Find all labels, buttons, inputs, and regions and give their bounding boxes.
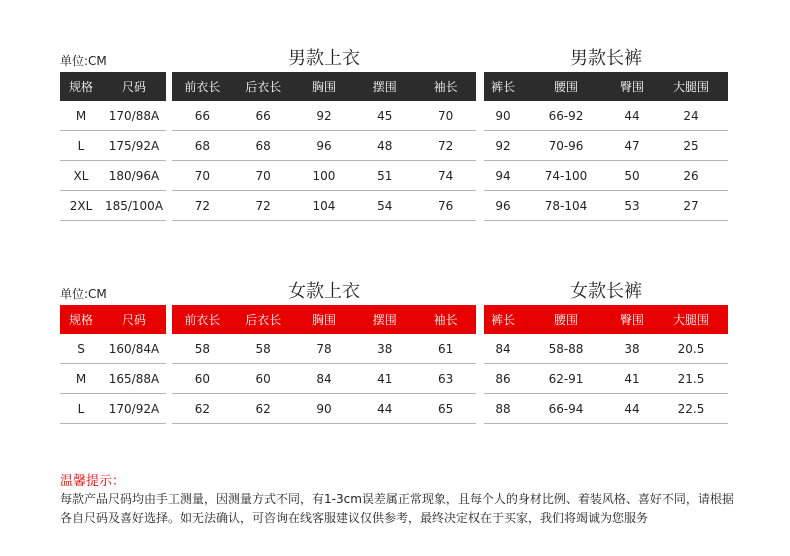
table-cell: XL bbox=[60, 161, 102, 191]
table-cell: 72 bbox=[233, 191, 294, 221]
table-cell: 53 bbox=[610, 191, 654, 221]
table-row bbox=[484, 334, 728, 364]
table-cell: 20.5 bbox=[654, 334, 728, 364]
table-cell: 60 bbox=[172, 364, 233, 394]
table-cell: 72 bbox=[415, 131, 476, 161]
table-cell: 60 bbox=[233, 364, 294, 394]
column-header: 前衣长 bbox=[172, 72, 233, 101]
column-header: 臀围 bbox=[610, 72, 654, 101]
column-header: 摆围 bbox=[354, 72, 415, 101]
table-cell: 165/88A bbox=[102, 364, 166, 394]
men-tops-table bbox=[172, 72, 476, 221]
table-cell: 78-104 bbox=[522, 191, 610, 221]
table-cell: 62-91 bbox=[522, 364, 610, 394]
column-header: 尺码 bbox=[102, 72, 166, 101]
table-cell: 170/92A bbox=[102, 394, 166, 424]
tips-text: 每款产品尺码均由手工测量，因测量方式不同，有1-3cm误差属正常现象，且每个人的身材比例、着装风格、喜好不同，请根据各自尺码及喜好选择。如无法确认，可咨询在线客服建议仅供参考，最终决定权在于买家，我们将竭诚为您服务 bbox=[60, 492, 734, 525]
table-cell: 76 bbox=[415, 191, 476, 221]
table-cell: 61 bbox=[415, 334, 476, 364]
table-cell: 94 bbox=[484, 161, 522, 191]
column-header: 大腿围 bbox=[654, 72, 728, 101]
column-header: 胸围 bbox=[294, 72, 355, 101]
table-cell: 58 bbox=[172, 334, 233, 364]
table-cell: L bbox=[60, 394, 102, 424]
column-header: 规格 bbox=[60, 305, 102, 334]
column-header: 大腿围 bbox=[654, 305, 728, 334]
table-cell: 66 bbox=[233, 101, 294, 131]
table-cell: 66-94 bbox=[522, 394, 610, 424]
table-row bbox=[60, 101, 166, 131]
table-row bbox=[60, 364, 166, 394]
column-header: 前衣长 bbox=[172, 305, 233, 334]
table-cell: 51 bbox=[354, 161, 415, 191]
table-cell: 38 bbox=[610, 334, 654, 364]
table-cell: 92 bbox=[294, 101, 355, 131]
table-cell: 68 bbox=[233, 131, 294, 161]
table-cell: 41 bbox=[610, 364, 654, 394]
table-cell: 26 bbox=[654, 161, 728, 191]
table-cell: 62 bbox=[233, 394, 294, 424]
table-cell: 104 bbox=[294, 191, 355, 221]
table-cell: 38 bbox=[354, 334, 415, 364]
table-cell: 25 bbox=[654, 131, 728, 161]
table-row bbox=[172, 101, 476, 131]
table-cell: 47 bbox=[610, 131, 654, 161]
men-pants-table bbox=[484, 72, 728, 221]
column-header: 袖长 bbox=[415, 72, 476, 101]
table-cell: S bbox=[60, 334, 102, 364]
table-cell: 21.5 bbox=[654, 364, 728, 394]
women-pants-table bbox=[484, 305, 728, 424]
table-row bbox=[172, 394, 476, 424]
table-cell: 22.5 bbox=[654, 394, 728, 424]
table-cell: 84 bbox=[484, 334, 522, 364]
table-row bbox=[484, 101, 728, 131]
column-header: 腰围 bbox=[522, 72, 610, 101]
table-cell: 66 bbox=[172, 101, 233, 131]
table-cell: 84 bbox=[294, 364, 355, 394]
table-cell: 58 bbox=[233, 334, 294, 364]
table-cell: 96 bbox=[294, 131, 355, 161]
table-cell: 45 bbox=[354, 101, 415, 131]
table-row bbox=[60, 191, 166, 221]
table-cell: 74-100 bbox=[522, 161, 610, 191]
table-cell: 90 bbox=[294, 394, 355, 424]
table-cell: 27 bbox=[654, 191, 728, 221]
table-cell: 78 bbox=[294, 334, 355, 364]
table-cell: 92 bbox=[484, 131, 522, 161]
table-row bbox=[172, 131, 476, 161]
women-pants-title: 女款长裤 bbox=[570, 281, 642, 302]
table-cell: 72 bbox=[172, 191, 233, 221]
table-cell: 65 bbox=[415, 394, 476, 424]
table-row bbox=[172, 334, 476, 364]
table-cell: 63 bbox=[415, 364, 476, 394]
men-tops-title: 男款上衣 bbox=[288, 48, 360, 69]
table-cell: 175/92A bbox=[102, 131, 166, 161]
column-header: 摆围 bbox=[354, 305, 415, 334]
table-cell: 86 bbox=[484, 364, 522, 394]
table-row bbox=[172, 364, 476, 394]
column-header: 后衣长 bbox=[233, 72, 294, 101]
table-row bbox=[60, 131, 166, 161]
table-cell: 70-96 bbox=[522, 131, 610, 161]
table-cell: 66-92 bbox=[522, 101, 610, 131]
column-header: 腰围 bbox=[522, 305, 610, 334]
table-cell: 58-88 bbox=[522, 334, 610, 364]
table-row bbox=[172, 161, 476, 191]
men-unit-label: 单位:CM bbox=[60, 54, 107, 68]
table-cell: M bbox=[60, 364, 102, 394]
table-row bbox=[60, 394, 166, 424]
table-cell: 160/84A bbox=[102, 334, 166, 364]
women-size-table bbox=[60, 305, 166, 424]
table-cell: 90 bbox=[484, 101, 522, 131]
column-header: 臀围 bbox=[610, 305, 654, 334]
column-header: 尺码 bbox=[102, 305, 166, 334]
table-row bbox=[172, 191, 476, 221]
table-row bbox=[484, 191, 728, 221]
table-cell: 48 bbox=[354, 131, 415, 161]
table-cell: 54 bbox=[354, 191, 415, 221]
table-row bbox=[60, 334, 166, 364]
table-cell: 185/100A bbox=[102, 191, 166, 221]
table-cell: 70 bbox=[415, 101, 476, 131]
table-cell: 44 bbox=[610, 101, 654, 131]
table-cell: M bbox=[60, 101, 102, 131]
table-cell: 170/88A bbox=[102, 101, 166, 131]
men-pants-title: 男款长裤 bbox=[570, 48, 642, 69]
column-header: 裤长 bbox=[484, 72, 522, 101]
table-cell: L bbox=[60, 131, 102, 161]
women-tops-title: 女款上衣 bbox=[288, 281, 360, 302]
column-header: 后衣长 bbox=[233, 305, 294, 334]
table-cell: 68 bbox=[172, 131, 233, 161]
table-row bbox=[60, 161, 166, 191]
table-row bbox=[484, 161, 728, 191]
table-cell: 96 bbox=[484, 191, 522, 221]
women-unit-label: 单位:CM bbox=[60, 287, 107, 301]
table-cell: 74 bbox=[415, 161, 476, 191]
column-header: 胸围 bbox=[294, 305, 355, 334]
table-cell: 44 bbox=[354, 394, 415, 424]
table-cell: 2XL bbox=[60, 191, 102, 221]
column-header: 规格 bbox=[60, 72, 102, 101]
column-header: 袖长 bbox=[415, 305, 476, 334]
table-cell: 100 bbox=[294, 161, 355, 191]
table-cell: 180/96A bbox=[102, 161, 166, 191]
table-cell: 70 bbox=[233, 161, 294, 191]
table-cell: 44 bbox=[610, 394, 654, 424]
table-cell: 50 bbox=[610, 161, 654, 191]
table-row bbox=[484, 394, 728, 424]
table-row bbox=[484, 131, 728, 161]
column-header: 裤长 bbox=[484, 305, 522, 334]
table-row bbox=[484, 364, 728, 394]
table-cell: 62 bbox=[172, 394, 233, 424]
table-cell: 41 bbox=[354, 364, 415, 394]
table-cell: 70 bbox=[172, 161, 233, 191]
women-tops-table bbox=[172, 305, 476, 424]
table-cell: 24 bbox=[654, 101, 728, 131]
tips-title: 温馨提示： bbox=[60, 474, 126, 489]
table-cell: 88 bbox=[484, 394, 522, 424]
men-size-table bbox=[60, 72, 166, 221]
